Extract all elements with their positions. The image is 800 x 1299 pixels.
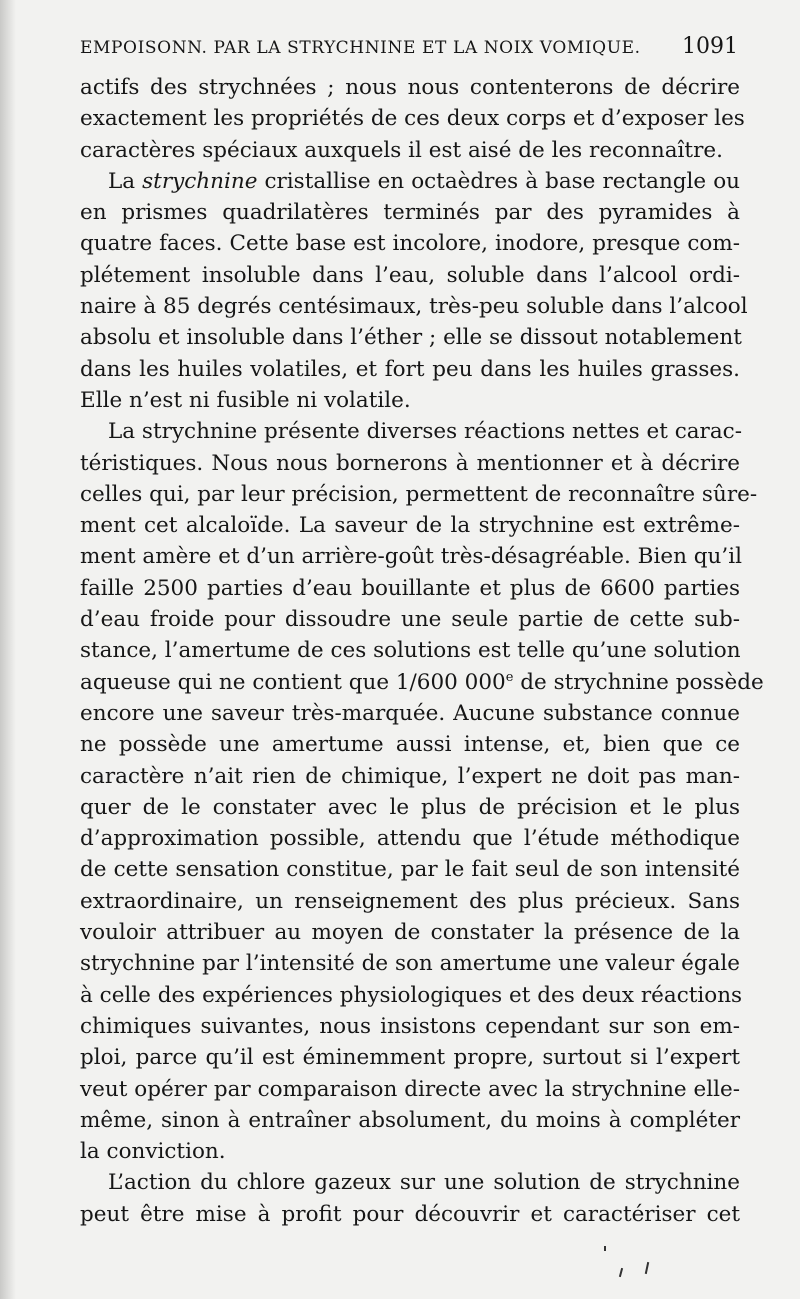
text-line: Elle n’est ni fusible ni volatile. xyxy=(80,387,411,413)
body-text xyxy=(80,72,764,1230)
text-line: actifs des strychnées ; nous nous contenterons de décrire xyxy=(80,75,740,100)
text-line: caractères spéciaux auxquels il est aisé de les reconnaître. xyxy=(80,137,723,163)
text-line: à celle des expériences physiologiques et des deux réactions xyxy=(80,982,743,1008)
paragraph-1 xyxy=(80,72,745,166)
text-line: en prismes quadrilatères terminés par des pyramides à xyxy=(80,200,740,226)
text-line: ment cet alcaloïde. La saveur de la strychnine est extrême- xyxy=(80,513,740,539)
text-run: La xyxy=(108,168,143,194)
scan-speck xyxy=(645,1262,649,1274)
text-run: cristallise en octaèdres à base rectangle ou xyxy=(257,168,740,194)
text-line: La strychnine présente diverses réactions nettes et carac- xyxy=(108,419,742,445)
text-line: peut être mise à profit pour découvrir et caractériser cet xyxy=(80,1201,740,1227)
text-line: encore une saveur très-marquée. Aucune substance connue xyxy=(80,700,740,726)
superscript: e xyxy=(505,669,514,685)
page-header xyxy=(80,34,740,64)
scan-speck xyxy=(619,1268,623,1277)
text-line: de cette sensation constitue, par le fait seul de son intensité xyxy=(80,857,740,883)
text-line: d’eau froide pour dissoudre une seule partie de cette sub- xyxy=(80,607,740,633)
text-line xyxy=(80,166,740,197)
italic-term: strychnine xyxy=(142,168,258,194)
text-run: de strychnine possède xyxy=(513,669,764,695)
text-line: strychnine par l’intensité de son amertume une valeur égale xyxy=(80,951,740,977)
text-line: stance, l’amertume de ces solutions est telle qu’une solution xyxy=(80,638,741,664)
text-line: ploi, parce qu’il est éminemment propre, surtout si l’expert xyxy=(80,1045,740,1071)
text-line: veut opérer par comparaison directe avec la strychnine elle- xyxy=(80,1076,740,1102)
text-line: la conviction. xyxy=(80,1139,226,1165)
paragraph-2 xyxy=(80,166,748,416)
text-line: extraordinaire, un renseignement des plus précieux. Sans xyxy=(80,888,740,914)
text-run: aqueuse qui ne contient que 1/600 000 xyxy=(80,669,506,695)
text-line: naire à 85 degrés centésimaux, très-peu soluble dans l’alcool xyxy=(80,294,748,320)
text-line: dans les huiles volatiles, et fort peu dans les huiles grasses. xyxy=(80,356,740,382)
paragraph-4 xyxy=(80,1167,740,1230)
scan-speck xyxy=(604,1246,606,1251)
text-line: quatre faces. Cette base est incolore, inodore, presque com- xyxy=(80,231,740,257)
text-line: même, sinon à entraîner absolument, du moins à compléter xyxy=(80,1107,740,1133)
text-line: faille 2500 parties d’eau bouillante et plus de 6600 parties xyxy=(80,575,740,601)
running-title: EMPOISONN. PAR LA STRYCHNINE ET LA NOIX VOMIQUE. xyxy=(80,38,641,58)
text-line: chimiques suivantes, nous insistons cependant sur son em- xyxy=(80,1013,740,1039)
text-line: caractère n’ait rien de chimique, l’expert ne doit pas man- xyxy=(80,763,740,789)
text-line: ment amère et d’un arrière-goût très-désagréable. Bien qu’il xyxy=(80,544,742,570)
text-line: L’action du chlore gazeux sur une solution de strychnine xyxy=(108,1170,740,1196)
paragraph-3 xyxy=(80,416,764,1167)
text-line: vouloir attribuer au moyen de constater la présence de la xyxy=(80,920,740,946)
text-line: ne possède une amertume aussi intense, et, bien que ce xyxy=(80,732,740,758)
text-line: celles qui, par leur précision, permettent de reconnaître sûre- xyxy=(80,481,758,507)
text-line: téristiques. Nous nous bornerons à mentionner et à décrire xyxy=(80,450,740,476)
text-line: d’approximation possible, attendu que l’étude méthodique xyxy=(80,826,740,852)
text-line: absolu et insoluble dans l’éther ; elle se dissout notablement xyxy=(80,325,742,351)
page-number: 1091 xyxy=(682,34,738,59)
text-line: exactement les propriétés de ces deux corps et d’exposer les xyxy=(80,106,745,132)
text-line xyxy=(80,667,764,698)
page-gutter-shadow xyxy=(0,0,16,1299)
text-line: quer de le constater avec le plus de précision et le plus xyxy=(80,794,740,820)
text-line: plétement insoluble dans l’eau, soluble dans l’alcool ordi- xyxy=(80,262,740,288)
